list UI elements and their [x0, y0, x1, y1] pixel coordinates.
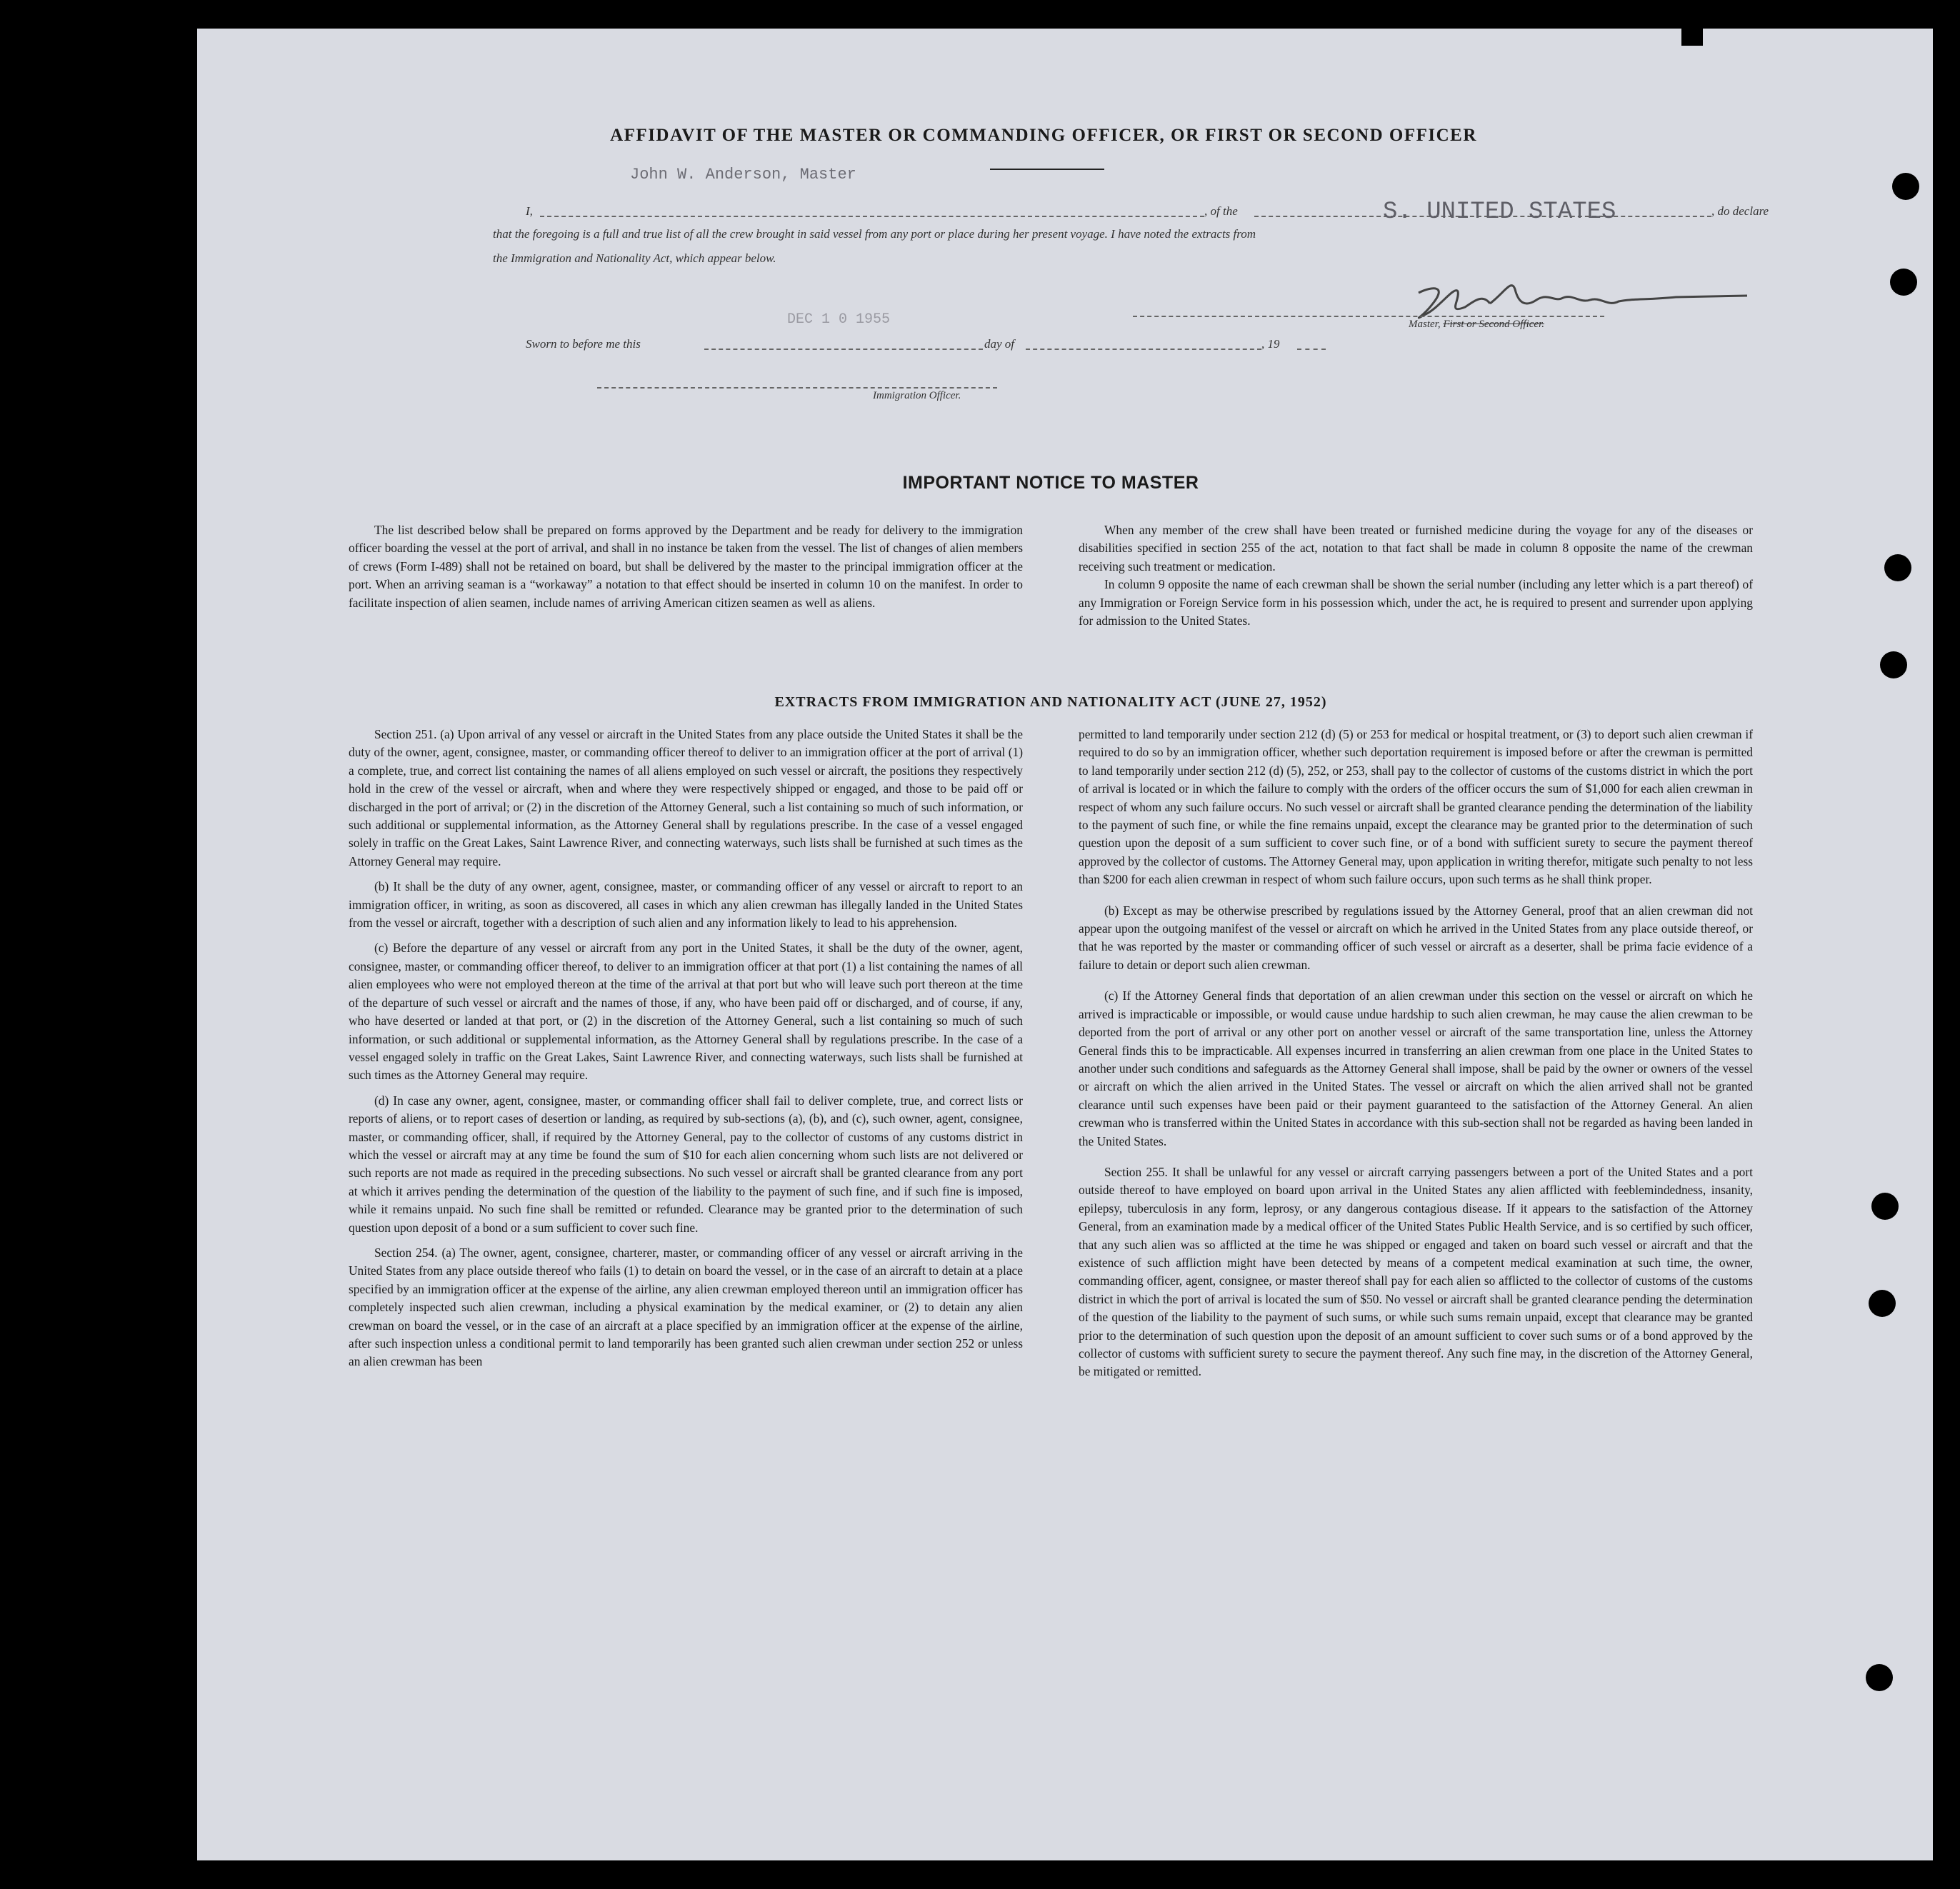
notice-paragraph: In column 9 opposite the name of each crewman shall be shown the serial number (including any letter which is a part thereof) of any Immigration or Foreign Service form in his possession which, under the act, he is required to present and surrender upon applying for admission to the United States.: [1079, 577, 1753, 628]
notice-left-column: [349, 521, 1023, 612]
extract-paragraph: Section 255. It shall be unlawful for any vessel or aircraft carrying passengers between a port of the United States and a port outside thereof to have employed on board upon arrival in the United States any alien afflicted with feeblemindedness, insanity, epilepsy, tuberculosis in any form, leprosy, or any dangerous contagious disease. If it appears to the satisfaction of the Attorney General, from an examination made by a medical officer of the United States Public Health Service, and is so certified by such officer, that any such alien was so afflicted at the time he was shipped or engaged and taken on board such vessel or aircraft and that the existence of such affliction might have been detected by means of a competent medical examination at such time, the owner, commanding officer, agent, consignee, or master thereof shall pay for each alien so afflicted to the collector of customs of the customs district in which the port of arrival is located the sum of $50. No vessel or aircraft shall be granted clearance pending the determination of the question of the liability to the payment of such sums, or while such sums remain unpaid, except that clearance may be granted prior to the determination of such question upon the deposit of an amount sufficient to cover such sums or of a bond approved by the collector of customs with sufficient surety to secure the payment thereof. Any such fine may, in the discretion of the Attorney General, be mitigated or remitted.: [1079, 1164, 1753, 1379]
extracts-right-column: [1079, 726, 1753, 1388]
corner-mark: [1681, 29, 1703, 46]
master-signature: [1219, 264, 1833, 343]
notice-right-column: [1079, 521, 1753, 630]
extract-paragraph: Section 251. (a) Upon arrival of any vessel or aircraft in the United States from any place outside the United States it shall be the duty of the owner, agent, consignee, master, or commanding officer thereof to deliver to an immigration officer at the port of arrival (1) a complete, true, and correct list containing the names of all aliens employed on such vessel or aircraft, the positions they respectively hold in the crew of the vessel or aircraft, when and where they were respectively shipped or engaged, and those to be paid off or discharged in the port of arrival; or (2) in the discretion of the Attorney General, such a list containing so much of such information, or such additional or supplemental information, as the Attorney General shall by regulations prescribe. In the case of a vessel engaged solely in traffic on the Great Lakes, Saint Lawrence River, and connecting waterways, such lists shall be furnished at such times as the Attorney General may require.: [349, 727, 1023, 868]
name-line: [540, 216, 1204, 217]
extracts-left-column: [349, 726, 1023, 1378]
notice-paragraph: When any member of the crew shall have been treated or furnished medicine during the voyage for any of the diseases or disabilities specified in section 255 of the act, notation to that fact shall be made in column 8 opposite the name of the crewman receiving such treatment or medication.: [1079, 523, 1753, 573]
officer-signature-line: [597, 387, 997, 389]
punch-hole: [1890, 269, 1917, 296]
punch-hole: [1892, 173, 1919, 200]
typed-vessel-name: S. UNITED STATES: [1383, 199, 1616, 226]
typed-master-name: John W. Anderson, Master: [630, 166, 856, 184]
extract-paragraph: (c) Before the departure of any vessel or aircraft from any port in the United States, it shall be the duty of the owner, agent, consignee, master, or commanding officer thereof, to deliver to an immigration officer at that port (1) a list containing the names of all alien employees who were not employed thereon at the time of the arrival at that port but who will leave such port thereon at the time of the departure of such vessel or aircraft and the names of those, if any, who have been paid off or discharged, and of course, if any, who have deserted or landed at that port, or (2) in the discretion of the Attorney General, such a list containing so much of such information, or such additional or supplemental information, as the Attorney General shall by regulations prescribe. In the case of a vessel engaged solely in traffic on the Great Lakes, Saint Lawrence River, and connecting waterways, such lists shall be furnished at such times as the Attorney General may require.: [349, 941, 1023, 1083]
extract-paragraph: permitted to land temporarily under section 212 (d) (5) or 253 for medical or hospital treatment, or (3) to deport such alien crewman if required to do so by an immigration officer, whether such deportation requirement is imposed before or after the crewman is permitted to land temporarily under section 212 (d) (5), 252, or 253, shall pay to the collector of customs of the customs district in which the port of arrival is located or in which the failure to comply with the orders of the officer occurs the sum of $1,000 for each alien crewman in respect of whom any such failure occurs. No such vessel or aircraft shall be granted clearance pending the determination of the liability to the payment of such fine, or while the fine remains unpaid, except the clearance may be granted prior to the determination of such question upon the deposit of a sum sufficient to cover such fine, or of a bond with sufficient surety to secure the payment thereof approved by the collector of customs. The Attorney General may, upon application in writing therefor, mitigate such penalty to not less than $200 for each alien crewman in respect of whom such failure occurs, upon such terms as he shall think proper.: [1079, 727, 1753, 887]
punch-hole: [1884, 554, 1911, 581]
extract-paragraph: (b) Except as may be otherwise prescribed by regulations issued by the Attorney General, proof that an alien crewman did not appear upon the outgoing manifest of the vessel or aircraft on which he arrived in the United States from any place outside thereof, or that he was reported by the master or commanding officer of such vessel or aircraft as a deserter, shall be prima facie evidence of a failure to detain or deport such alien crewman.: [1079, 903, 1753, 972]
punch-hole: [1871, 1193, 1899, 1220]
immigration-officer-label: Immigration Officer.: [873, 390, 961, 401]
year-label: , 19: [1261, 337, 1280, 351]
master-text: Master,: [1409, 319, 1444, 330]
struck-officer-text: First or Second Officer.: [1443, 319, 1544, 330]
declaration-line-2: the Immigration and Nationality Act, which appear below.: [493, 251, 776, 265]
extract-paragraph: Section 254. (a) The owner, agent, consignee, charterer, master, or commanding officer of any vessel or aircraft arriving in the United States from any place outside thereof who fails (1) to detain on board the vessel, or in the case of an aircraft to detain at a place specified by an immigration officer at the expense of the airline, any alien crewman employed thereon until an immigration officer has completely inspected such alien crewman, including a physical examination by the medical examiner, or (2) to detain any alien crewman on board the vessel, or in the case of an aircraft at a place specified by an immigration officer at the expense of the airline, after such inspection unless a conditional permit to land temporarily has been granted such alien crewman under section 252 or unless an alien crewman has been: [349, 1245, 1023, 1369]
form-page: [197, 29, 1933, 1860]
do-declare-label: , do declare: [1711, 204, 1769, 218]
sworn-label: Sworn to before me this: [526, 337, 641, 351]
affidavit-title: AFFIDAVIT OF THE MASTER OR COMMANDING OFFICER, OR FIRST OR SECOND OFFICER: [610, 126, 1477, 145]
notice-paragraph: The list described below shall be prepared on forms approved by the Department and be ready for delivery to the immigration officer boarding the vessel at the port of arrival, and shall in no instance be taken from the vessel. The list of changes of alien members of crews (Form I-489) shall not be retained on board, but shall be delivered by the master to the principal immigration officer at the port. When an arriving seaman is a “workaway” a notation to that effect should be inserted in column 10 on the manifest. In order to facilitate inspection of alien seamen, include names of arriving American citizen seamen as well as aliens.: [349, 523, 1023, 610]
sworn-day-line: [704, 349, 983, 350]
signature-line: [1133, 316, 1604, 317]
day-of-label: day of: [984, 337, 1015, 351]
title-rule: [990, 169, 1104, 170]
of-the-label: , of the: [1204, 204, 1238, 218]
master-label: [1409, 319, 1544, 331]
extract-paragraph: (d) In case any owner, agent, consignee, master, or commanding officer shall fail to deliver complete, true, and correct lists or reports of aliens, or to report cases of desertion or landing, as required by sub-sections (a), (b), and (c), such owner, agent, consignee, master, or commanding officer, shall, if required by the Attorney General, pay to the collector of customs of any customs district in which the vessel or aircraft may at any time be found the sum of $10 for each alien concerning whom such lists are not delivered or such reports are not made as required in the preceding subsections. No such vessel or aircraft shall be granted clearance from any port at which it arrives pending the determination of the question of the liability to the payment of such fine, and if such fine is imposed, while it remains unpaid. No such fine shall be remitted or refunded. Clearance may be granted prior to the determination of such question upon deposit of a bond or a sum sufficient to cover such fine.: [349, 1093, 1023, 1235]
declaration-line: that the foregoing is a full and true list of all the crew brought in said vessel from any port or place during her present voyage. I have noted the extracts from: [493, 227, 1256, 241]
extracts-title: EXTRACTS FROM IMMIGRATION AND NATIONALITY ACT (JUNE 27, 1952): [774, 694, 1327, 710]
extract-paragraph: (b) It shall be the duty of any owner, agent, consignee, master, or commanding officer of any vessel or aircraft to report to an immigration officer, in writing, as soon as discovered, all cases in which any alien crewman has illegally landed in the United States from the vessel or aircraft, together with a description of such alien and any information likely to lead to his apprehension.: [349, 879, 1023, 931]
punch-hole: [1869, 1290, 1896, 1317]
notice-title: IMPORTANT NOTICE TO MASTER: [902, 473, 1199, 493]
extract-paragraph: (c) If the Attorney General finds that deportation of an alien crewman under this section on the vessel or aircraft on which he arrived is impracticable or impossible, or would cause undue hardship to such alien crewman, he may cause the alien crewman to be deported from the port of arrival or any other port on another vessel or aircraft of the same transportation line, unless the Attorney General finds this to be impracticable. All expenses incurred in transferring an alien crewman from one place in the United States to another under such conditions and safeguards as the Attorney General shall impose, shall be paid by the owner or owners of the vessel or aircraft on which the alien arrived in the United States. The vessel or aircraft on which the alien arrived shall not be granted clearance until such expenses have been paid or their payment guaranteed to the satisfaction of the Attorney General. An alien crewman who is transferred within the United States in accordance with this sub-section shall not be regarded as having been landed in the United States.: [1079, 988, 1753, 1148]
sworn-month-line: [1026, 349, 1261, 350]
punch-hole: [1866, 1664, 1893, 1691]
punch-hole: [1880, 651, 1907, 678]
date-stamp: DEC 1 0 1955: [787, 311, 891, 328]
i-label: I,: [526, 204, 533, 218]
sworn-year-line: [1297, 349, 1326, 350]
